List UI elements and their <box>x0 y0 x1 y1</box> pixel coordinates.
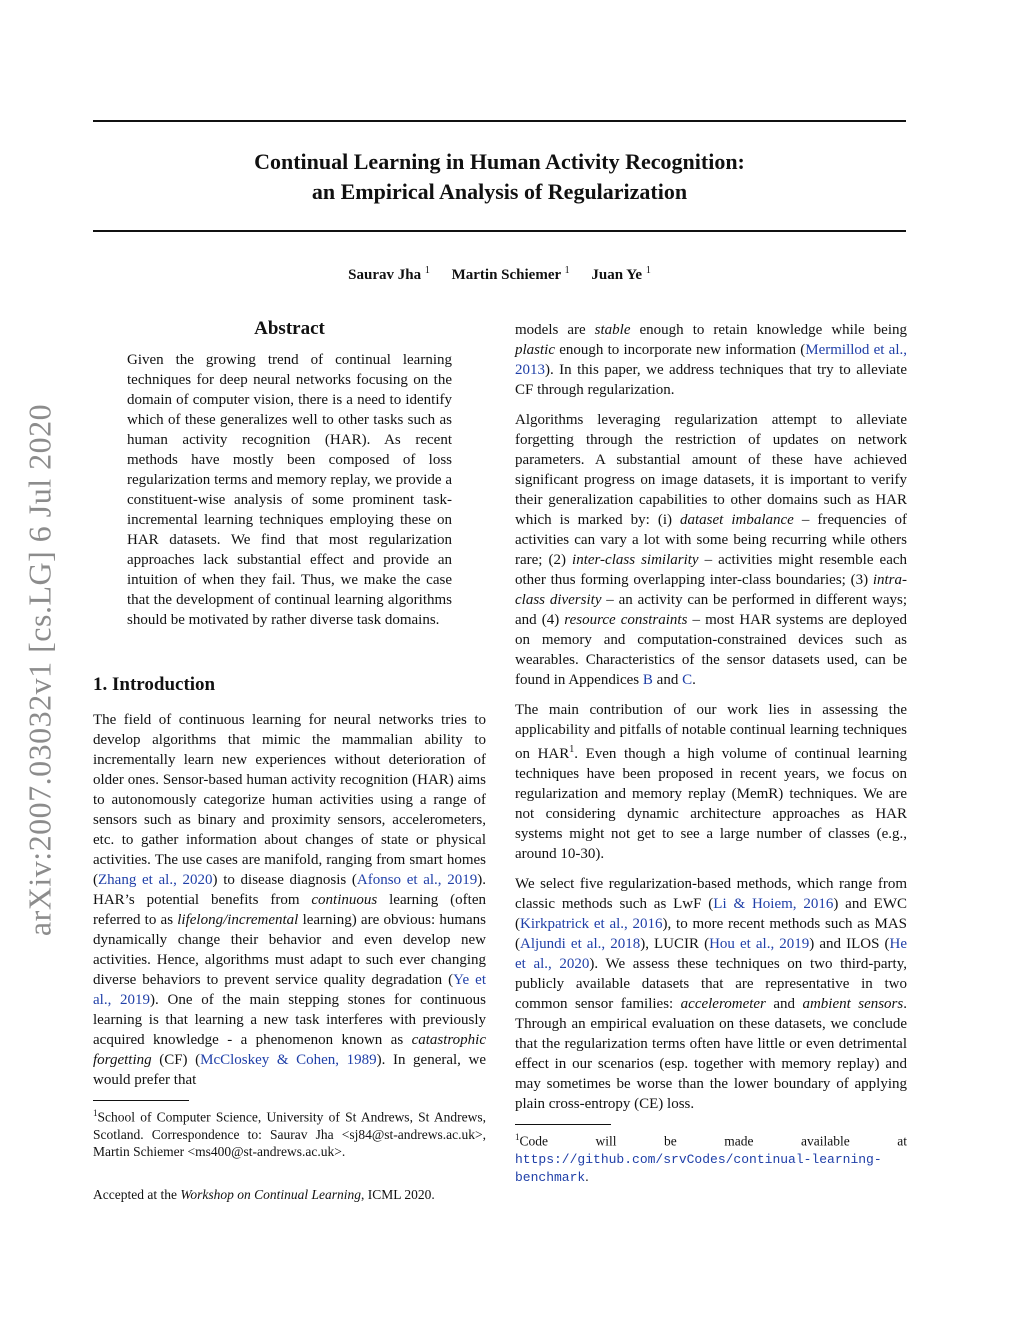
title-line-1: Continual Learning in Human Activity Recognition: <box>254 149 745 174</box>
right-paragraph-4: We select five regularization-based methods, which range from classic methods such as LwF (Li & Hoiem, 2016) and EWC (Kirkpatrick et al., 2016), to more recent methods such as MAS (Aljundi et al., 2018), LUCIR (Hou et al., 2019) and ILOS (He et al., 2020). We assess these techniques on two third-party, publicly available datasets that are representative in two common sensor families: accelerometer and ambient sensors. Through an empirical evaluation on these datasets, we conclude that the regularization terms often have little or even detrimental effect in our scenarios (esp. together with memory replay) and may sometimes be worse than the lower boundary of applying plain cross-entropy (CE) loss. <box>515 876 907 1112</box>
title-line-2: an Empirical Analysis of Regularization <box>311 179 688 204</box>
citation-li-2016[interactable]: Li & Hoiem, 2016 <box>713 896 834 912</box>
citation-ye-2019[interactable]: Ye et al., 2019 <box>93 972 486 1008</box>
citation-mermillod-2013[interactable]: Mermillod et al., 2013 <box>515 342 907 378</box>
citation-kirkpatrick-2016[interactable]: Kirkpatrick et al., 2016 <box>520 916 663 932</box>
citation-mccloskey-1989[interactable]: McCloskey & Cohen, 1989 <box>200 1052 377 1068</box>
appendix-b-link[interactable]: B <box>642 672 653 688</box>
right-paragraph-3: The main contribution of our work lies in assessing the applicability and pitfalls of notable continual learning techniques on HAR$^1$. Even though a high volume of continual learning techniques have been proposed in recent years, we focus on regularization and memory replay (MemR) techniques. We are not considering dynamic architecture approaches as HAR systems might not get to see a large number of classes (e.g., around 10-30). <box>515 702 908 862</box>
author-1: Saurav Jha $^1$ <box>348 265 430 283</box>
acceptance-note: Accepted at the Workshop on Continual Learning, ICML 2020. <box>93 1186 435 1202</box>
footnote-rule <box>93 1100 189 1101</box>
title-rule-bottom <box>93 230 906 232</box>
paper-title <box>93 147 906 207</box>
right-paragraph-2: Algorithms leveraging regularization attempt to alleviate forgetting through the restriction of updates on network parameters. A substantial amount of these have achieved significant progress on image datasets, it is important to verify their generalization capabilities to other domains such as HAR which is marked by: (i) dataset imbalance – frequencies of activities can vary a lot with some being recurring while others rare; (2) inter-class similarity – activities might resemble each other thus forming overlapping inter-class boundaries; (3) intra-class diversity – an activity can be performed in different ways; and (4) resource constraints – most HAR systems are deployed on memory and computation-constrained devices such as wearables. Characteristics of the sensor datasets used, can be found in Appendices B and C. <box>515 412 908 688</box>
title-rule-top <box>93 120 906 122</box>
arxiv-watermark: arXiv:2007.03032v1 [cs.LG] 6 Jul 2020 <box>21 403 58 937</box>
citation-aljundi-2018[interactable]: Aljundi et al., 2018 <box>520 936 641 952</box>
appendix-c-link[interactable]: C <box>682 672 693 688</box>
abstract-text: Given the growing trend of continual learning techniques for deep neural networks focusing on the domain of computer vision, there is a need to identify which of these generalizes well to other tasks such as human activity recognition (HAR). As recent methods have mostly been composed of loss regularization terms and memory replay, we provide a constituent-wise analysis of some prominent task-incremental learning techniques employing these on HAR datasets. We find that most regularization approaches lack substantial effect and provide an intuition of when they fail. Thus, we make the case that the development of continual learning algorithms should be motivated by rather diverse task domains. <box>127 352 452 628</box>
footnote-marker[interactable]: 1 <box>569 744 575 755</box>
right-paragraph-1: models are stable enough to retain knowledge while being plastic enough to incorporate new information (Mermillod et al., 2013). In this paper, we address techniques that try to alleviate CF through regularization. <box>515 322 908 398</box>
author-2: Martin Schiemer $^1$ <box>451 265 570 283</box>
abstract <box>93 318 486 630</box>
footnote-rule-right <box>515 1124 611 1125</box>
intro-paragraph-1: The field of continuous learning for neural networks tries to develop algorithms that mimic the mammalian ability to incrementally learn new experiences without deterioration of older ones. Sensor-based human activity recognition (HAR) aims to autonomously categorize human activities using a range of sensors such as binary and proximity sensors, accelerometers, etc. to gather information about changes of state or physical activities. The use cases are manifold, ranging from smart homes (Zhang et al., 2020) to disease diagnosis (Afonso et al., 2019). HAR’s potential benefits from continuous learning (often referred to as lifelong/incremental learning) are obvious: humans dynamically change their behavior and even develop new activities. Hence, algorithms must adapt to such ever changing diverse behaviors to prevent service quality degradation (Ye et al., 2019). One of the main stepping stones for continuous learning is that learning a new task interferes with previously acquired knowledge - a phenomenon known as catastrophic forgetting (CF) (McCloskey & Cohen, 1989). In general, we would prefer that <box>93 712 486 1088</box>
author-3: Juan Ye $^1$ <box>591 265 651 283</box>
citation-he-2020[interactable]: He et al., 2020 <box>515 936 907 972</box>
right-column <box>515 320 907 1186</box>
abstract-heading: Abstract <box>254 318 325 339</box>
citation-hou-2019[interactable]: Hou et al., 2019 <box>709 936 810 952</box>
citation-afonso-2019[interactable]: Afonso et al., 2019 <box>356 872 478 888</box>
citation-zhang-2020[interactable]: Zhang et al., 2020 <box>98 872 213 888</box>
introduction-heading: 1. Introduction <box>93 674 216 695</box>
affiliation-footnote: $^1$School of Computer Science, University of St Andrews, St Andrews, Scotland. Correspondence to: Saurav Jha <sj84@st-andrews.ac.uk>, Martin Schiemer <ms400@st-andrews.ac.uk>. <box>93 1108 486 1159</box>
code-footnote: $^1$Code will be made available at https://github.com/srvCodes/continual-learning-benchmark. <box>515 1132 907 1185</box>
left-column <box>93 318 486 1203</box>
author-list <box>93 265 906 284</box>
github-url-link[interactable]: https://github.com/srvCodes/continual-learning-benchmark <box>515 1151 882 1185</box>
